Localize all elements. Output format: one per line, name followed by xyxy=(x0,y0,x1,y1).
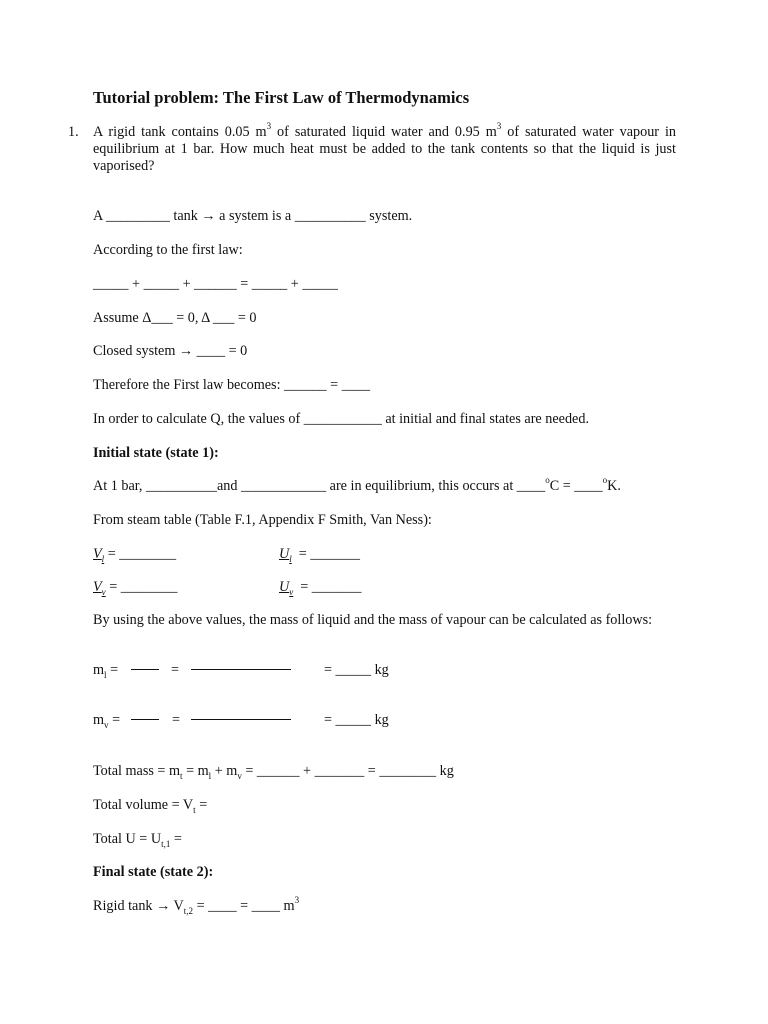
uv-line: $U_v$ = _______ xyxy=(279,579,362,597)
ml-label: $m_l$ = xyxy=(93,662,119,680)
equation-line: _____ + _____ + ______ = _____ + _____ xyxy=(93,276,338,292)
total-u-line: Total $U = U_{t,1}$ = xyxy=(93,831,182,849)
therefore-line: Therefore the First law becomes: ______ = ____ xyxy=(93,377,371,393)
vl-line: $V_l$ = ________ xyxy=(93,546,177,564)
steam-table-line: From steam table (Table F.1, Appendix F Smith, Van Ness): xyxy=(93,512,432,528)
right-arrow-icon: → xyxy=(201,208,216,224)
closed-system-line: Closed system → ____ = 0 xyxy=(93,343,248,359)
ul-line: $U_l$ = _______ xyxy=(279,546,360,564)
page-title: Tutorial problem: The First Law of Thermodynamics xyxy=(93,88,470,107)
right-arrow-icon: → xyxy=(156,898,171,914)
vv-line: $V_v$ = ________ xyxy=(93,579,178,597)
mv-label: $m_v$ = xyxy=(93,712,121,730)
in-order-line: In order to calculate Q, the values of ___________ at initial and final states are needed. xyxy=(93,411,589,427)
right-arrow-icon: → xyxy=(178,343,194,359)
mv-result: = _____ kg xyxy=(324,712,389,728)
ml-fraction-bar-2 xyxy=(191,669,291,670)
mv-fraction-bar-2 xyxy=(191,719,291,720)
initial-state-heading: Initial state (state 1): xyxy=(93,445,219,461)
total-volume-line: Total volume = $V_t$ = xyxy=(93,797,208,815)
ml-equals: = xyxy=(171,662,180,678)
system-line: A _________ tank → a system is a __________ system. xyxy=(93,208,413,224)
problem-number: 1. xyxy=(68,124,79,140)
mv-fraction-bar-1 xyxy=(131,719,159,720)
first-law-line: According to the first law: xyxy=(93,242,243,258)
at-1-bar-line: At 1 bar, __________and ____________ are in equilibrium, this occurs at ____$^o$C = ____$^o$K. xyxy=(93,475,621,494)
ml-fraction-bar-1 xyxy=(131,669,159,670)
final-state-heading: Final state (state 2): xyxy=(93,864,214,880)
mv-equals: = xyxy=(172,712,181,728)
ml-result: = _____ kg xyxy=(324,662,389,678)
by-using-line: By using the above values, the mass of liquid and the mass of vapour can be calculated as follows: xyxy=(93,612,653,628)
rigid-tank-line: Rigid $\tan k \to V_{t,2}$ = ____ = ____ $m^3$ xyxy=(93,895,300,916)
assume-line: Assume Δ___ = 0, Δ ___ = 0 xyxy=(93,310,257,326)
total-mass-line: Total mass = $m_t = m_l + m_v$ = ______ + _______ = ________ kg xyxy=(93,763,454,781)
problem-statement: A rigid tank contains 0.05 $m^3$ of saturated liquid water and 0.95 $m^3$ of saturated water vapour in equilibrium at 1 bar. How much heat must be added to the tank contents so that the liquid is just vaporised? xyxy=(93,121,676,174)
